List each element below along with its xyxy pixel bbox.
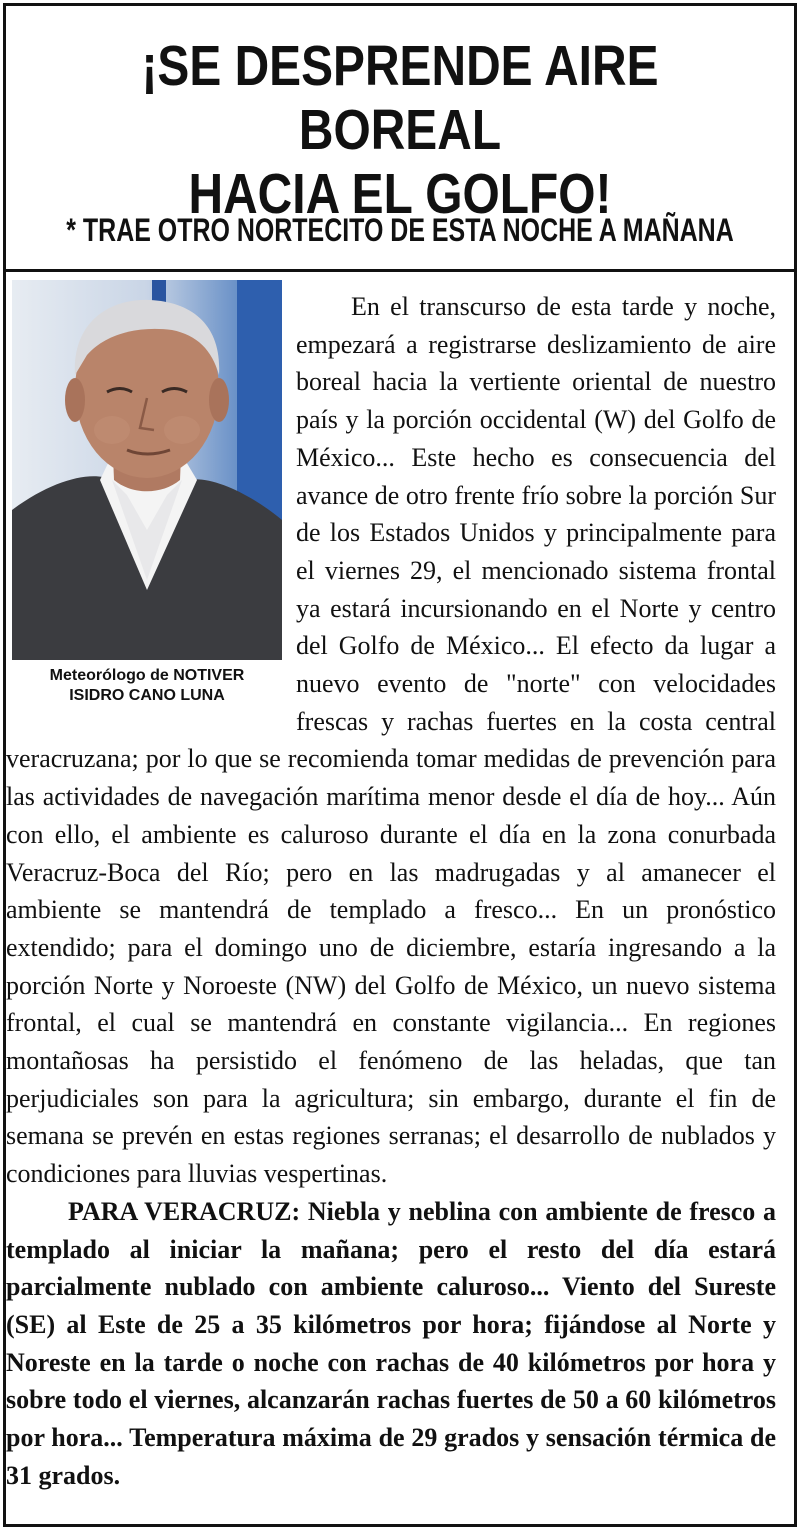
headline bbox=[69, 34, 731, 226]
headline-line-2: HACIA EL GOLFO! bbox=[188, 162, 612, 226]
article-paragraph-1: En el transcurso de esta tarde y noche, empezará a registrarse deslizamiento de aire boreal hacia la vertiente oriental de nuestro país y la porción occidental (W) del Golfo de México... Este hecho es consecuencia del avance de otro frente frío sobre la porción Sur de los Estados Unidos y principalmente para el viernes 29, el mencionado sistema frontal ya estará incursionando en el Norte y centro del Golfo de México... El efecto da lugar a nuevo evento de "norte" con velocidades frescas y rachas fuertes en la costa central veracruzana; por lo que se recomienda tomar medidas de prevención para las actividades de navegación marítima menor desde el día de hoy... Aún con ello, el ambiente es caluroso durante el día en la zona conurbada Veracruz-Boca del Río; pero en las madrugadas y al amanecer el ambiente se mantendrá de templado a fresco... En un pronóstico extendido; para el domingo uno de diciembre, estaría ingresando a la porción Norte y Noroeste (NW) del Golfo de México, un nuevo sistema frontal, el cual se mantendrá en constante vigilancia... En regiones montañosas ha persistido el fenómeno de las heladas, que tan perjudiciales son para la agricultura; sin embargo, durante el fin de semana se prevén en estas regiones serranas; el desarrollo de nublados y condiciones para lluvias vespertinas. bbox=[6, 292, 776, 1189]
photo-float-spacer bbox=[6, 288, 296, 728]
headline-line-1: ¡SE DESPRENDE AIRE BOREAL bbox=[141, 34, 659, 162]
photo-caption-title: Meteorólogo de NOTIVER bbox=[49, 667, 245, 684]
article-frame bbox=[3, 3, 797, 1527]
section-divider bbox=[6, 269, 794, 272]
photo-caption-name: ISIDRO CANO LUNA bbox=[69, 687, 225, 704]
subheadline: * TRAE OTRO NORTECITO DE ESTA NOCHE A MAÑANA bbox=[66, 212, 734, 248]
article-paragraph-forecast: PARA VERACRUZ: Niebla y neblina con ambiente de fresco a templado al iniciar la mañana; pero el resto del día estará parcialmente nublado con ambiente caluroso... Viento del Sureste (SE) al Este de 25 a 35 kilómetros por hora; fijándose al Norte y Noreste en la tarde o noche con rachas de 40 kilómetros por hora y sobre todo el viernes, alcanzarán rachas fuertes de 50 a 60 kilómetros por hora... Temperatura máxima de 29 grados y sensación térmica de 31 grados. bbox=[6, 1196, 776, 1490]
article-body bbox=[6, 288, 776, 1495]
